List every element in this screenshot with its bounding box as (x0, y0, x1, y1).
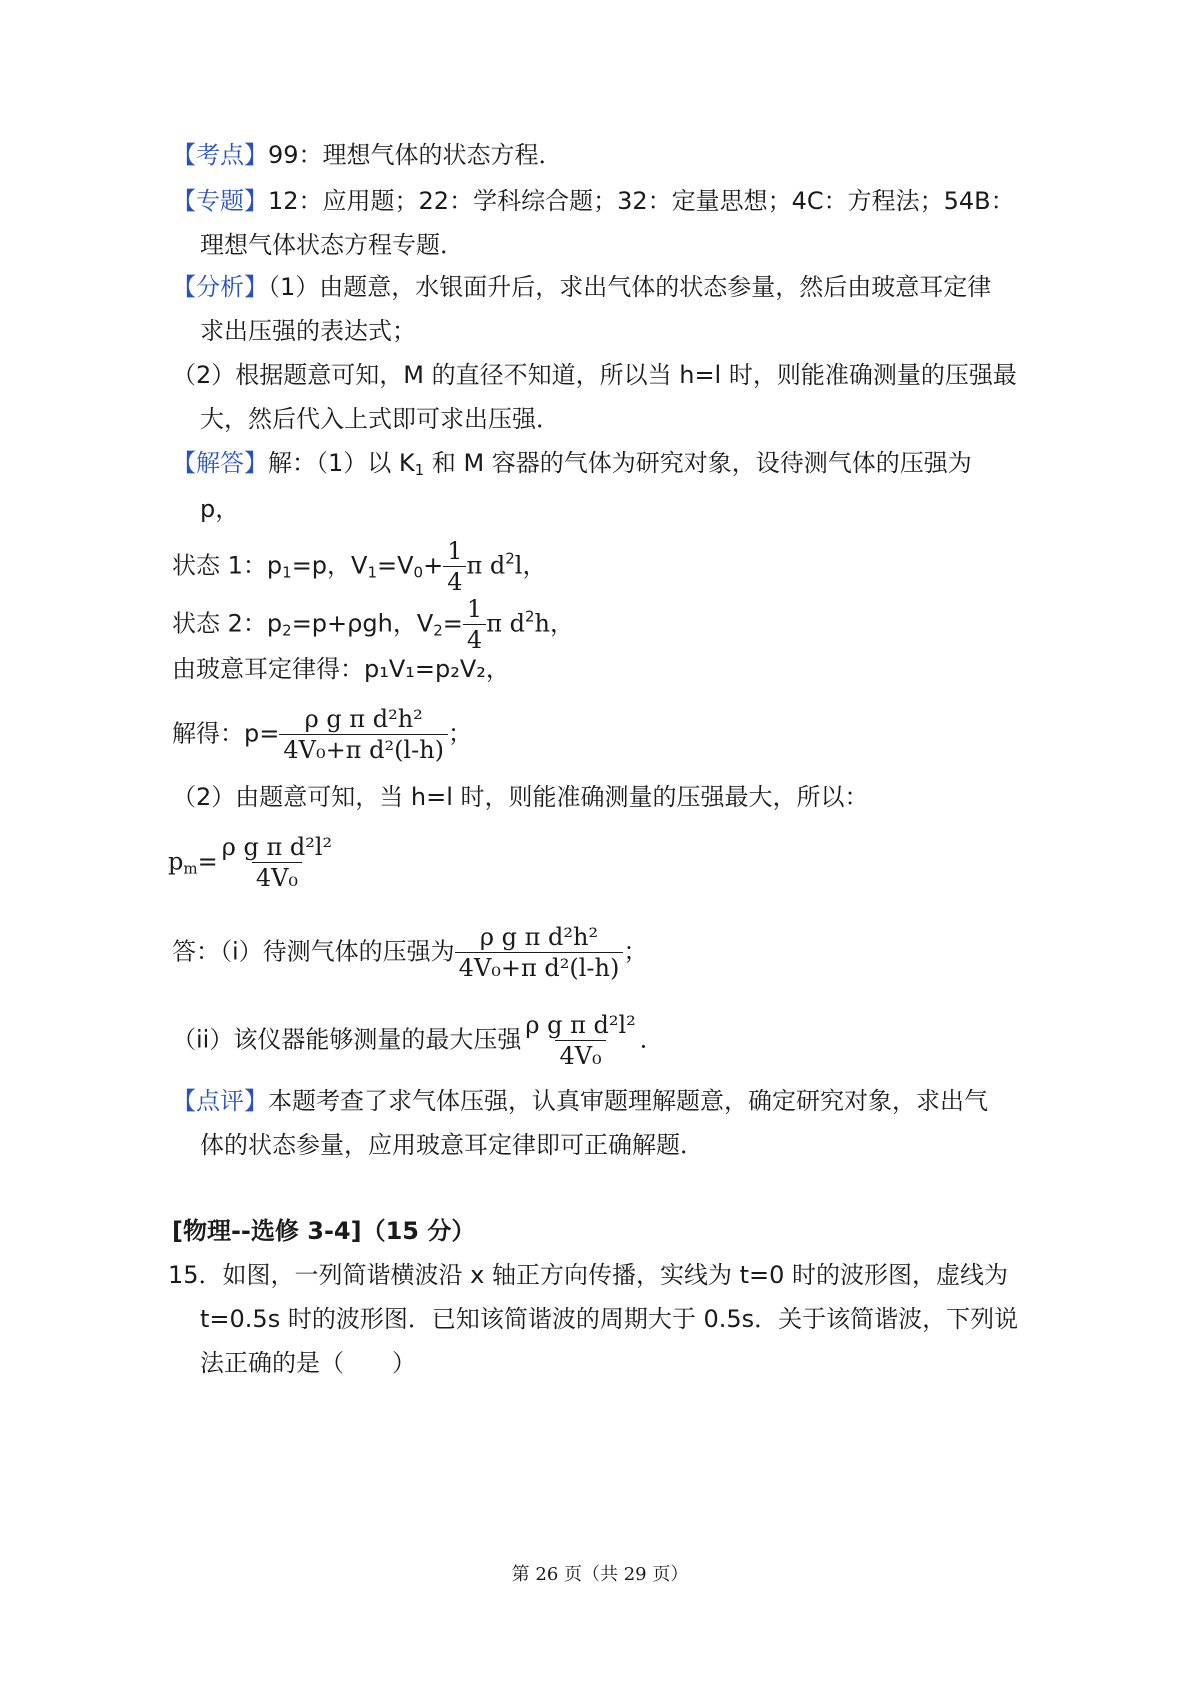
answer2-denominator: 4V₀ (555, 1040, 605, 1071)
pm-prefix: p (168, 847, 184, 876)
frac-num-2: 1 (466, 595, 483, 623)
answer2-line (172, 1010, 664, 1071)
jieda-line1 (172, 446, 972, 487)
part2-line: （2）由题意可知，当 h=l 时，则能准确测量的压强最大，所以： (172, 783, 869, 811)
boyle-eq: p₁V₁=p₂V₂， (364, 655, 510, 683)
answer1-end: ； (623, 937, 648, 966)
answer1-fraction (455, 922, 624, 983)
jieda-text1: 解：（1）以 K (268, 449, 415, 477)
answer1-numerator: ρ g π d²h² (479, 923, 599, 951)
dianping-text1: 本题考查了求气体压强，认真审题理解题意，确定研究对象，求出气 (268, 1087, 988, 1115)
dianping-tag: 【点评】 (172, 1087, 268, 1115)
fenxi-line2: 求出压强的表达式； (200, 317, 416, 345)
pm-sub: m (183, 859, 198, 878)
boyle-prefix: 由玻意耳定律得： (172, 655, 364, 683)
pm-line (168, 832, 336, 893)
section-title: [物理--选修 3-4]（15 分） (172, 1217, 476, 1245)
fraction-quarter (443, 536, 466, 597)
dianping-line2: 体的状态参量，应用玻意耳定律即可正确解题． (200, 1131, 704, 1159)
frac-num: 1 (447, 537, 463, 565)
kaodian-tag: 【考点】 (172, 141, 268, 169)
dianping-line1 (172, 1084, 988, 1118)
state2-end: h， (534, 609, 574, 638)
jieda-tag: 【解答】 (172, 449, 268, 477)
zhuanti-line2: 理想气体状态方程专题． (200, 231, 464, 259)
state2-sub: 2 (282, 621, 292, 640)
answer2-prefix: （ii）该仪器能够测量的最大压强 (172, 1025, 522, 1054)
state2-prefix: 状态 2：p (172, 609, 283, 638)
state1-line (172, 536, 546, 597)
state1-end: l， (514, 551, 547, 580)
zhuanti-line1 (172, 184, 1015, 218)
state1-sub2: 1 (367, 563, 377, 582)
solve-prefix: 解得：p= (172, 719, 280, 748)
pm-numerator: ρ g π d²l² (221, 833, 333, 861)
state2-sup: 2 (524, 607, 535, 626)
pm-eq: = (197, 847, 218, 876)
frac-den-2: 4 (463, 624, 486, 655)
solve-line (172, 704, 472, 765)
state2-line (172, 594, 574, 655)
p-fraction (279, 704, 448, 765)
k-subscript: 1 (414, 461, 425, 479)
kaodian-line (172, 138, 563, 172)
frac-den: 4 (443, 566, 466, 597)
state2-mid: =p+ρgh，V (291, 609, 434, 638)
state1-sup: 2 (505, 549, 515, 568)
answer2-numerator: ρ g π d²l² (525, 1011, 636, 1039)
state2-eq: = (442, 609, 463, 638)
answer1-line (172, 922, 647, 983)
state1-eq: =V (377, 551, 414, 580)
pm-fraction (218, 832, 336, 893)
fenxi-line3: （2）根据题意可知，M 的直径不知道，所以当 h=l 时，则能准确测量的压强最 (172, 361, 1017, 389)
state1-sub3: 0 (413, 563, 424, 582)
p-denominator: 4V₀+π d²(l-h) (279, 734, 448, 765)
state1-sub: 1 (282, 563, 292, 582)
answer1-denominator: 4V₀+π d²(l-h) (455, 952, 624, 983)
fenxi-tag: 【分析】 (172, 273, 268, 301)
fenxi-line4: 大，然后代入上式即可求出压强． (200, 405, 560, 433)
answer2-end: ． (639, 1025, 664, 1054)
fenxi-text1: （1）由题意，水银面升后，求出气体的状态参量，然后由玻意耳定律 (268, 273, 992, 301)
answer2-fraction (521, 1010, 639, 1071)
boyle-line (172, 652, 510, 686)
q15-line3: 法正确的是（ ） (200, 1349, 416, 1377)
q15-line1: 15．如图，一列简谐横波沿 x 轴正方向传播，实线为 t=0 时的波形图，虚线为 (168, 1261, 1009, 1289)
fenxi-line1 (172, 270, 991, 304)
q15-line2: t=0.5s 时的波形图．已知该简谐波的周期大于 0.5s．关于该简谐波，下列说 (200, 1305, 1019, 1333)
state1-plus: + (423, 551, 444, 580)
p-numerator: ρ g π d²h² (304, 705, 423, 733)
state1-prefix: 状态 1：p (172, 551, 283, 580)
jieda-text1-rest: 和 M 容器的气体为研究对象，设待测气体的压强为 (424, 449, 972, 477)
answer1-prefix: 答：（i）待测气体的压强为 (172, 937, 455, 966)
solve-end: ； (448, 719, 473, 748)
state2-sub2: 2 (433, 621, 443, 640)
state1-tail: π d (466, 551, 506, 580)
zhuanti-tag: 【专题】 (172, 187, 268, 215)
state2-tail: π d (486, 609, 525, 638)
jieda-line2: p， (200, 495, 240, 523)
fraction-quarter-2 (463, 594, 486, 655)
zhuanti-text1: 12：应用题；22：学科综合题；32：定量思想；4C：方程法；54B： (268, 187, 1015, 215)
kaodian-text: 99：理想气体的状态方程． (268, 141, 563, 169)
page-footer: 第 26 页（共 29 页） (511, 1564, 689, 1585)
state1-mid: =p，V (291, 551, 368, 580)
pm-denominator: 4V₀ (252, 862, 302, 893)
